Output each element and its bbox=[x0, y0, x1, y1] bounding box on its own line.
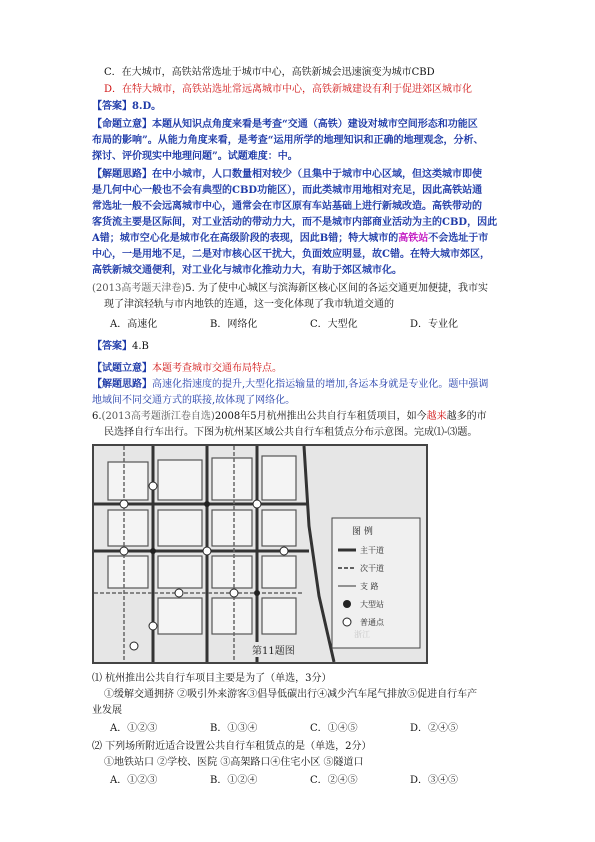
think-text: 高速化指速度的提升,大型化指运输量的增加,各运本身就是专业化。题中强调 bbox=[152, 379, 489, 390]
option-d: D．专业化 bbox=[410, 319, 459, 330]
option-b: B．①②④ bbox=[210, 775, 258, 786]
legend-item-normal-point: 普通点 bbox=[360, 618, 384, 627]
think-1-line-a bbox=[92, 168, 482, 182]
intent-text: 本题考查城市交通布局特点。 bbox=[152, 363, 282, 374]
option-c: C．②④⑤ bbox=[310, 775, 358, 786]
think-text-part: 不会选址于市 bbox=[428, 233, 489, 244]
think-1-line-b: 是几何中心一般也不会有典型的CBD功能区），而此类城市用地相对充足，因此高铁站通 bbox=[92, 185, 483, 196]
option-c-text: C．在大城市，高铁站常选址于城市中心，高铁新城会迅速演变为城市CBD bbox=[104, 67, 435, 78]
bike-station-map bbox=[92, 444, 428, 664]
question-5-line-a bbox=[92, 282, 488, 296]
answer-value: 8.D。 bbox=[132, 101, 162, 112]
answer-tag: 【答案】 bbox=[92, 341, 132, 352]
question-6-line-b: 民选择自行车出行。下图为杭州某区域公共自行车租赁点分布示意图。完成⑴-⑶题。 bbox=[104, 427, 478, 438]
legend-item-secondary-road: 次干道 bbox=[360, 564, 384, 573]
think-1-line-e bbox=[92, 232, 488, 246]
question-number: 6. bbox=[92, 411, 102, 422]
think-1-line-f: 中心，一是用地不足，二是对市核心区干扰大，负面效应明显，故C错。在特大城市郊区， bbox=[92, 249, 490, 260]
intent-1-line-c: 探讨、评价现实中地理问题”。试题难度：中。 bbox=[92, 151, 298, 162]
think-text-part: A错；城市空心化是城市化在高级阶段的表现，因此B错；特大城市的 bbox=[92, 233, 399, 244]
answer-value: 4.B bbox=[132, 341, 149, 352]
subquestion-1-choices-b: 业发展 bbox=[92, 705, 122, 716]
subquestion-1: ⑴ 杭州推出公共自行车项目主要是为了（单选，3分） bbox=[92, 673, 332, 684]
option-b: B．网络化 bbox=[210, 319, 258, 330]
legend-item-large-station: 大型站 bbox=[360, 600, 384, 609]
subquestion-2-options bbox=[92, 774, 504, 788]
question-text: 5. 为了使中心城区与滨海新区核心区间的各运交通更加便捷，我市实 bbox=[185, 283, 488, 294]
intent-tag: 【试题立意】 bbox=[92, 363, 152, 374]
highlight-text: 高铁站 bbox=[398, 233, 429, 244]
question-text: 2008年5月杭州推出公共自行车租赁项目，如今 bbox=[214, 411, 427, 422]
answer-tag: 【答案】 bbox=[92, 101, 132, 112]
option-a: A．①②③ bbox=[110, 775, 158, 786]
intent-tag: 【命题立意】 bbox=[92, 119, 152, 130]
think-text: 在中小城市，人口数量相对较少（且集中于城市中心区域，但这类城市即使 bbox=[152, 169, 482, 180]
legend-item-main-road: 主干道 bbox=[360, 546, 384, 555]
question-5-line-b: 现了津滨轻轨与市内地铁的连通，这一变化体现了我市轨道交通的 bbox=[104, 299, 394, 310]
think-tag: 【解题思路】 bbox=[92, 169, 152, 180]
think-tag: 【解题思路】 bbox=[92, 379, 152, 390]
intent-text: 本题从知识点角度来看是考查“交通（高铁）建设对城市空间形态和功能区 bbox=[152, 119, 478, 130]
think-1-line-c: 常选址一般不会远离城市中心，通常会在市区原有车站基础上进行新城改造。高铁带动的 bbox=[92, 201, 482, 212]
think-2-line-a bbox=[92, 378, 488, 392]
intent-1-line-a bbox=[92, 118, 478, 132]
subquestion-1-choices-a: ①缓解交通拥挤 ②吸引外来游客③倡导低碳出行④减少汽车尾气排放⑤促进自行车产 bbox=[104, 689, 478, 700]
subquestion-2-choices: ①地铁站口 ②学校、医院 ③高架路口④住宅小区 ⑤隧道口 bbox=[104, 757, 364, 768]
answer-1 bbox=[92, 100, 161, 114]
option-a: A．高速化 bbox=[110, 319, 158, 330]
intent-1-line-b: 布局的影响”。从能力角度来看，是考查“运用所学的地理知识和正确的地理观念，分析、 bbox=[92, 135, 484, 146]
answer-2 bbox=[92, 340, 149, 354]
subquestion-2: ⑵ 下列场所附近适合设置公共自行车租赁点的是（单选，2分） bbox=[92, 741, 372, 752]
option-d: D．②④⑤ bbox=[410, 723, 459, 734]
highlight-text: 越来 bbox=[426, 411, 447, 422]
think-1-line-d: 客货流主要是区际间，对工业活动的带动力大，而不是城市内部商业活动为主的CBD，因此 bbox=[92, 217, 498, 228]
option-c: C．大型化 bbox=[310, 319, 358, 330]
question-source: (2013高考题浙江卷自选) bbox=[101, 411, 215, 422]
subquestion-1-options bbox=[92, 722, 504, 736]
intent-2 bbox=[92, 362, 282, 376]
option-a: A．①②③ bbox=[110, 723, 158, 734]
option-d: D．③④⑤ bbox=[410, 775, 459, 786]
think-1-line-g: 高铁新城交通便利，对工业化与城市化推动力大，有助于郊区城市化。 bbox=[92, 265, 402, 276]
question-text: 越多的市 bbox=[446, 411, 487, 422]
question-5-options bbox=[92, 318, 504, 332]
watermark-text: 浙江 bbox=[354, 630, 370, 639]
option-c: C．①④⑤ bbox=[310, 723, 358, 734]
question-6-line-a bbox=[92, 410, 487, 424]
question-source: (2013高考题天津卷) bbox=[92, 283, 186, 294]
option-d-text: D．在特大城市，高铁站选址常远离城市中心，高铁新城建设有利于促进郊区城市化 bbox=[104, 84, 473, 95]
legend-item-branch-road: 支 路 bbox=[360, 582, 379, 591]
legend-title: 图 例 bbox=[352, 527, 373, 537]
option-b: B．①③④ bbox=[210, 723, 258, 734]
think-2-line-b: 地域间不同交通方式的联接,故体现了网络化。 bbox=[92, 395, 296, 406]
figure-caption: 第11题图 bbox=[248, 642, 299, 657]
